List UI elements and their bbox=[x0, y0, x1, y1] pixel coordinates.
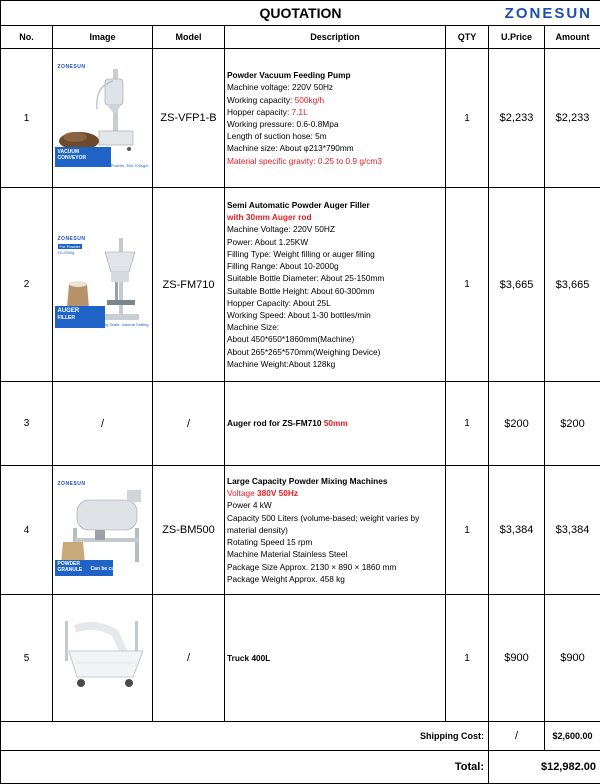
total-amount: $12,982.00 bbox=[489, 751, 600, 784]
image-badge: For Powder bbox=[58, 244, 83, 249]
description-line: Power 4 kW bbox=[227, 499, 443, 511]
row-description bbox=[225, 49, 446, 188]
powder-mixer-image bbox=[55, 478, 151, 578]
row-description bbox=[225, 382, 446, 466]
description-subtitle: with 30mm Auger rod bbox=[227, 211, 443, 223]
row-model bbox=[153, 49, 225, 188]
description-line: Power: About 1.25KW bbox=[227, 236, 443, 248]
image-caption: For Powder, 350-700kg/h bbox=[104, 163, 149, 168]
col-header-unit-price: U.Price bbox=[489, 26, 545, 49]
model-text: ZS-BM500 bbox=[162, 524, 215, 536]
row-description bbox=[225, 595, 446, 722]
description-line: Machine Material Stainless Steel bbox=[227, 548, 443, 560]
description-line bbox=[227, 106, 443, 118]
row-amount: $900 bbox=[545, 595, 600, 722]
capacity-value: 500kg/h bbox=[295, 95, 325, 105]
description-line bbox=[227, 487, 443, 499]
image-brand: ZONESUN bbox=[58, 481, 86, 487]
description-line: Suitable Bottle Height: About 60-300mm bbox=[227, 285, 443, 297]
quotation-title: QUOTATION bbox=[260, 5, 342, 21]
table-row bbox=[1, 595, 600, 722]
row-description bbox=[225, 188, 446, 382]
description-line: Suitable Bottle Diameter: About 25-150mm bbox=[227, 272, 443, 284]
shipping-row bbox=[1, 722, 600, 751]
voltage-value: 380V 50Hz bbox=[257, 488, 298, 498]
row-image-cell bbox=[53, 188, 153, 382]
description-line: About 450*650*1860mm(Machine) bbox=[227, 333, 443, 345]
shipping-amount: $2,600.00 bbox=[545, 722, 600, 751]
row-unit-price: $3,665 bbox=[489, 188, 545, 382]
row-no: 5 bbox=[1, 595, 53, 722]
image-brand: ZONESUN bbox=[58, 236, 86, 242]
description-line: Material specific gravity: 0.25 to 0.9 g/cm3 bbox=[227, 155, 443, 167]
description-line: Rotating Speed 15 rpm bbox=[227, 536, 443, 548]
description-line: Working Speed: About 1-30 bottles/min bbox=[227, 309, 443, 321]
column-header-row bbox=[1, 26, 600, 49]
image-tag-line1: VACUUM bbox=[58, 149, 80, 155]
description-title: Powder Vacuum Feeding Pump bbox=[227, 69, 443, 81]
title-row bbox=[1, 1, 600, 26]
image-tag-line2: CONVEYOR bbox=[58, 155, 87, 161]
row-image-cell bbox=[53, 466, 153, 595]
row-no: 1 bbox=[1, 49, 53, 188]
row-qty: 1 bbox=[446, 466, 489, 595]
image-caption: Weighing Scale, Volume Setting bbox=[92, 322, 149, 327]
image-brand: ZONESUN bbox=[58, 64, 86, 70]
row-unit-price: $3,384 bbox=[489, 466, 545, 595]
row-amount: $3,665 bbox=[545, 188, 600, 382]
image-tag-line1: POWDER bbox=[58, 561, 81, 567]
total-label: Total: bbox=[1, 751, 489, 784]
row-no: 4 bbox=[1, 466, 53, 595]
shipping-unit-price: / bbox=[489, 722, 545, 751]
vacuum-conveyor-image bbox=[55, 61, 151, 171]
description-line: Length of suction hose: 5m bbox=[227, 130, 443, 142]
col-header-model: Model bbox=[153, 26, 225, 49]
auger-filler-image bbox=[55, 232, 151, 332]
row-amount: $3,384 bbox=[545, 466, 600, 595]
description-label: Hopper capacity: bbox=[227, 107, 292, 117]
image-tag-line2: FILLER bbox=[58, 315, 76, 321]
title-cell bbox=[1, 1, 600, 26]
description-line bbox=[227, 94, 443, 106]
row-no: 2 bbox=[1, 188, 53, 382]
description-line: Working pressure: 0.6-0.8Mpa bbox=[227, 118, 443, 130]
voltage-label: Voltage bbox=[227, 488, 257, 498]
description-line: Machine Size: bbox=[227, 321, 443, 333]
description-line: Machine voltage: 220V 50Hz bbox=[227, 81, 443, 93]
description-title: Auger rod for ZS-FM710 bbox=[227, 418, 324, 428]
description-line: Machine size: About φ213*790mm bbox=[227, 142, 443, 154]
row-no: 3 bbox=[1, 382, 53, 466]
description-line: Capacity 500 Liters (volume-based; weight varies by material density) bbox=[227, 512, 443, 536]
col-header-qty: QTY bbox=[446, 26, 489, 49]
col-header-no: No. bbox=[1, 26, 53, 49]
total-row bbox=[1, 751, 600, 784]
row-qty: 1 bbox=[446, 382, 489, 466]
truck-cart-illustration bbox=[55, 621, 151, 691]
image-badge: 10-2000g bbox=[58, 250, 75, 255]
row-amount: $2,233 bbox=[545, 49, 600, 188]
description-line: Package Weight Approx. 458 kg bbox=[227, 573, 443, 585]
description-red-value: 50mm bbox=[324, 418, 348, 428]
model-text: ZS-VFP1-B bbox=[160, 112, 216, 124]
row-model bbox=[153, 466, 225, 595]
col-header-description: Description bbox=[225, 26, 446, 49]
row-model: / bbox=[153, 595, 225, 722]
description-line: About 265*265*570mm(Weighing Device) bbox=[227, 346, 443, 358]
row-qty: 1 bbox=[446, 188, 489, 382]
row-qty: 1 bbox=[446, 595, 489, 722]
table-row bbox=[1, 49, 600, 188]
row-model bbox=[153, 188, 225, 382]
table-row bbox=[1, 382, 600, 466]
description-title: Semi Automatic Powder Auger Filler bbox=[227, 199, 443, 211]
description-line: Hopper Capacity: About 25L bbox=[227, 297, 443, 309]
description-title: Large Capacity Powder Mixing Machines bbox=[227, 475, 443, 487]
description-line: Machine Voltage: 220V 50HZ bbox=[227, 223, 443, 235]
row-amount: $200 bbox=[545, 382, 600, 466]
model-text: ZS-FM710 bbox=[163, 279, 215, 291]
description-line: Package Size Approx. 2130 × 890 × 1860 mm bbox=[227, 561, 443, 573]
image-tag-line2: GRANULE bbox=[58, 567, 83, 573]
col-header-image: Image bbox=[53, 26, 153, 49]
truck-cart-image bbox=[55, 621, 151, 691]
row-unit-price: $2,233 bbox=[489, 49, 545, 188]
description-line: Filling Range: About 10-2000g bbox=[227, 260, 443, 272]
col-header-amount: Amount bbox=[545, 26, 600, 49]
row-image-cell: / bbox=[53, 382, 153, 466]
row-unit-price: $200 bbox=[489, 382, 545, 466]
row-image-cell bbox=[53, 595, 153, 722]
image-tag-line1: AUGER bbox=[58, 308, 80, 314]
description-title: Truck 400L bbox=[227, 652, 443, 664]
table-row bbox=[1, 466, 600, 595]
image-caption: Can be customized bbox=[91, 566, 137, 572]
row-qty: 1 bbox=[446, 49, 489, 188]
hopper-value: 7.1L bbox=[292, 107, 308, 117]
row-description bbox=[225, 466, 446, 595]
description-line: Filling Type: Weight filling or auger filling bbox=[227, 248, 443, 260]
row-model: / bbox=[153, 382, 225, 466]
row-unit-price: $900 bbox=[489, 595, 545, 722]
description-line: Machine Weight:About 128kg bbox=[227, 358, 443, 370]
shipping-label: Shipping Cost: bbox=[1, 722, 489, 751]
table-row bbox=[1, 188, 600, 382]
description-label: Working capacity: bbox=[227, 95, 295, 105]
brand-logo: ZONESUN bbox=[505, 5, 592, 22]
row-image-cell bbox=[53, 49, 153, 188]
